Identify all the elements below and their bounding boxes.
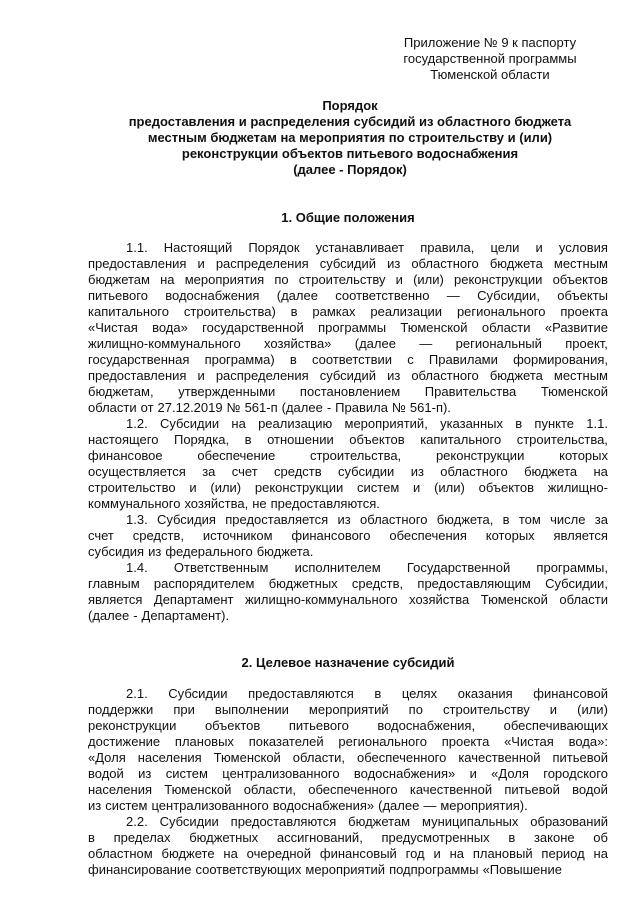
title-line: Порядок <box>322 98 378 113</box>
paragraph-line: 1.3. Субсидия предоставляется из областного бюджета, в том числе за <box>126 512 608 527</box>
paragraph-line: достижение плановых показателей регионального проекта «Чистая вода»: <box>88 734 608 749</box>
paragraph-line: является Департамент жилищно-коммунального хозяйства Тюменской области <box>88 592 608 607</box>
title-line: местным бюджетам на мероприятия по строительству и (или) <box>147 130 553 145</box>
annex-line: государственной программы <box>403 51 577 66</box>
paragraph-line: субсидия из федерального бюджета. <box>88 544 314 559</box>
paragraph-line: жилищно-коммунального хозяйства» (далее — региональный проект, <box>88 336 608 351</box>
section-body-purpose <box>88 686 608 878</box>
paragraph-line: 2.2. Субсидии предоставляются бюджетам муниципальных образований <box>126 814 608 829</box>
paragraph-line: области от 27.12.2019 № 561-п (далее - Правила № 561-п). <box>88 400 451 415</box>
paragraph-line: «Чистая вода» государственной программы Тюменской области «Развитие <box>88 320 608 335</box>
paragraph-line: счет средств, источником финансового обеспечения которых является <box>88 528 608 543</box>
paragraph-line: строительство и (или) реконструкции систем и (или) объектов жилищно- <box>88 480 608 495</box>
title-line: (далее - Порядок) <box>293 162 407 177</box>
paragraph-line: осуществляется за счет средств субсидии из областного бюджета на <box>88 464 608 479</box>
paragraph-line: из систем централизованного водоснабжения» (далее — мероприятия). <box>88 798 528 813</box>
annex-line: Приложение № 9 к паспорту <box>403 35 577 50</box>
annex-line: Тюменской области <box>430 67 550 82</box>
title-line: предоставления и распределения субсидий из областного бюджета <box>128 114 572 129</box>
paragraph-line: бюджетам, утвержденными постановлением Правительства Тюменской <box>88 384 608 399</box>
title-line: реконструкции объектов питьевого водоснабжения <box>181 146 519 161</box>
paragraph-line: 1.2. Субсидии на реализацию мероприятий, указанных в пункте 1.1. <box>126 416 608 431</box>
section-body-general <box>88 240 608 624</box>
paragraph-line: бюджетам на мероприятия по строительству и (или) реконструкции объектов <box>88 272 608 287</box>
paragraph-line: предоставления и распределения субсидий из областного бюджета местным <box>88 256 608 271</box>
paragraph-line: предоставления и распределения субсидий из областного бюджета местным <box>88 368 608 383</box>
paragraph-line: 1.4. Ответственным исполнителем Государственной программы, <box>126 560 608 575</box>
paragraph-line: капитального строительства) в рамках реализации регионального проекта <box>88 304 608 319</box>
paragraph-line: (далее - Департамент). <box>88 608 230 623</box>
document-title <box>90 98 610 178</box>
paragraph-line: реконструкции объектов питьевого водоснабжения, обеспечивающих <box>88 718 608 733</box>
paragraph-line: населения Тюменской области, обеспеченного качественной питьевой водой <box>88 782 608 797</box>
paragraph-line: поддержки при выполнении мероприятий по строительству и (или) <box>88 702 608 717</box>
paragraph-line: коммунального хозяйства, не предоставляются. <box>88 496 380 511</box>
paragraph-line: областном бюджете на очередной финансовый год и на плановый период на <box>88 846 608 861</box>
paragraph-line: «Доля населения Тюменской области, обеспеченного качественной питьевой <box>88 750 608 765</box>
section-heading-general: 1. Общие положения <box>281 210 415 225</box>
paragraph-line: 1.1. Настоящий Порядок устанавливает правила, цели и условия <box>126 240 608 255</box>
paragraph-line: государственная программа) в соответствии с Правилами формирования, <box>88 352 608 367</box>
paragraph-line: настоящего Порядка, в отношении объектов капитального строительства, <box>88 432 608 447</box>
section-heading-purpose: 2. Целевое назначение субсидий <box>241 655 455 670</box>
paragraph-line: в пределах бюджетных ассигнований, предусмотренных в законе об <box>88 830 608 845</box>
paragraph-line: финансовое обеспечение строительства, реконструкции которых <box>88 448 608 463</box>
paragraph-line: водой из систем централизованного водоснабжения» и «Доля городского <box>88 766 608 781</box>
paragraph-line: 2.1. Субсидии предоставляются в целях оказания финансовой <box>126 686 608 701</box>
annex-note <box>380 35 600 83</box>
paragraph-line: главным распорядителем бюджетных средств, предоставляющим Субсидии, <box>88 576 608 591</box>
paragraph-line: питьевого водоснабжения (далее соответственно — Субсидии, объекты <box>88 288 608 303</box>
paragraph-line: финансирование соответствующих мероприятий подпрограммы «Повышение <box>88 862 562 877</box>
